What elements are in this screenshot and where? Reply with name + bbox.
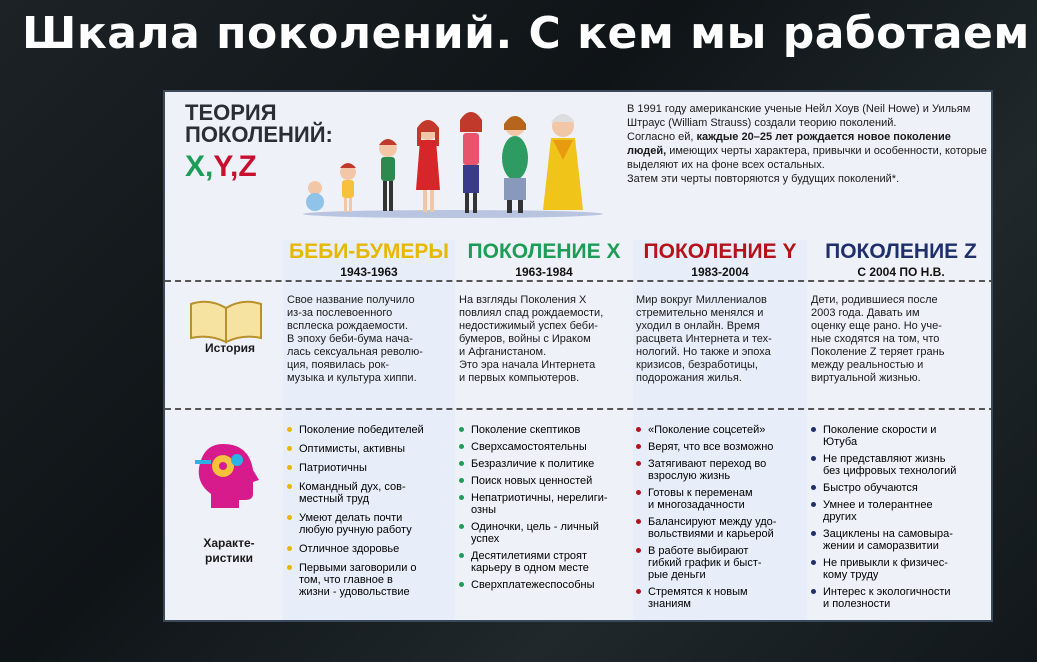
trait-text: Командный дух, сов- (299, 481, 406, 493)
history-line: и Афганистаном. (459, 346, 547, 358)
trait-text: Оптимисты, активны (299, 443, 406, 455)
history-line: уходил в онлайн. Время (636, 320, 760, 332)
history-line: стремительно менялся и (636, 307, 764, 319)
bullet-dot-icon (636, 461, 641, 466)
bullet-dot-icon (636, 444, 641, 449)
trait-item (459, 475, 621, 487)
bullet-dot-icon (459, 427, 464, 432)
history-line: всплеска рождаемости. (287, 320, 408, 332)
bullet-dot-icon (636, 519, 641, 524)
bullet-dot-icon (811, 531, 816, 536)
history-x (459, 294, 603, 385)
trait-text: Зациклены на самовыра- (823, 528, 953, 540)
trait-text: Одиночки, цель - личный (471, 521, 599, 533)
history-line: кризисов, безработицы, (636, 359, 758, 371)
adult-figure (460, 112, 482, 213)
column-years-boomers: 1943-1963 (340, 265, 398, 279)
trait-item (811, 482, 973, 494)
trait-item (811, 528, 973, 552)
trait-text: Сверхсамостоятельны (471, 441, 587, 453)
trait-text: Сверхплатежеспособны (471, 579, 595, 591)
trait-text: Умеют делать почти (299, 512, 403, 524)
trait-text: кому труду (823, 569, 879, 581)
bullet-dot-icon (287, 446, 292, 451)
trait-text: рые деньги (648, 569, 706, 581)
bullet-dot-icon (459, 478, 464, 483)
intro-text (627, 102, 987, 186)
trait-item (636, 458, 798, 482)
bullet-dot-icon (811, 456, 816, 461)
col-head-boomers (283, 240, 455, 279)
column-title-z: ПОКОЛЕНИЕ Z (825, 240, 977, 263)
column-title-x: ПОКОЛЕНИЕ X (467, 240, 621, 263)
intro-p3: Затем эти черты повторяются у будущих поколений*. (627, 173, 900, 185)
trait-text: Не привыкли к физичес- (823, 557, 948, 569)
trait-text: и полезности (823, 598, 891, 610)
history-line: ция, появилась рок- (287, 359, 390, 371)
intro-p2 (627, 130, 987, 172)
trait-text: Верят, что все возможно (648, 441, 774, 453)
history-line: из-за послевоенного (287, 307, 393, 319)
trait-text: других (823, 511, 857, 523)
y-letter: Y, (213, 150, 239, 183)
trait-item (811, 586, 973, 610)
trait-text: жизни - удовольствие (299, 586, 410, 598)
bullet-dot-icon (811, 485, 816, 490)
bullet-dot-icon (287, 484, 292, 489)
column-years-x: 1963-1984 (515, 265, 573, 279)
intro-p2-end: имеющих черты характера, привычки и особенности, которые выделяют их на фоне всех остальных. (627, 145, 987, 171)
trait-text: взрослую жизнь (648, 470, 731, 482)
trait-item (459, 441, 621, 453)
trait-item (636, 545, 798, 581)
trait-item (287, 543, 449, 555)
col-head-z (807, 240, 993, 279)
trait-text: и многозадачности (648, 499, 745, 511)
bullet-dot-icon (636, 490, 641, 495)
bullet-dot-icon (459, 495, 464, 500)
middle-aged-figure (502, 116, 528, 213)
trait-text: без цифровых технологий (823, 465, 957, 477)
trait-item (459, 492, 621, 516)
trait-text: жении и саморазвитии (823, 540, 939, 552)
bullet-dot-icon (287, 427, 292, 432)
bullet-dot-icon (287, 515, 292, 520)
history-line: В эпоху беби-бума нача- (287, 333, 413, 345)
history-line: Это эра начала Интернета (459, 359, 596, 371)
trait-text: Балансируют между удо- (648, 516, 777, 528)
trait-text: карьеру в одном месте (471, 562, 589, 574)
bullet-dot-icon (287, 546, 292, 551)
history-line: лась сексуальная револю- (287, 346, 423, 358)
trait-text: В работе выбирают (648, 545, 749, 557)
infographic-card (163, 90, 993, 622)
trait-text: Поколение скорости и (823, 424, 937, 436)
trait-item (459, 550, 621, 574)
trait-text: успех (471, 533, 500, 545)
history-line: оценку еще рано. Но уче- (811, 320, 942, 332)
bullet-dot-icon (811, 502, 816, 507)
trait-item (636, 586, 798, 610)
bullet-dot-icon (811, 560, 816, 565)
history-line: нологий. Но также и эпоха (636, 346, 771, 358)
column-title-y: ПОКОЛЕНИЕ Y (643, 240, 797, 263)
trait-text: вольствиями и карьерой (648, 528, 774, 540)
generations-illustration (293, 100, 603, 218)
trait-text: Десятилетиями строят (471, 550, 588, 562)
trait-text: Затягивают переход во (648, 458, 767, 470)
trait-text: Стремятся к новым (648, 586, 748, 598)
history-line: ные сходятся на том, что (811, 333, 940, 345)
trait-item (287, 462, 449, 474)
trait-text: Первыми заговорили о (299, 562, 417, 574)
bullet-dot-icon (287, 465, 292, 470)
trait-item (459, 579, 621, 591)
column-years-z: С 2004 ПО Н.В. (857, 265, 945, 279)
trait-text: Быстро обучаются (823, 482, 918, 494)
history-line: На взгляды Поколения X (459, 294, 587, 306)
history-line: подорожания жилья. (636, 372, 742, 384)
bullet-dot-icon (636, 427, 641, 432)
trait-item (811, 499, 973, 523)
theory-line1: ТЕОРИЯ (185, 100, 277, 125)
bullet-dot-icon (811, 589, 816, 594)
divider-top (165, 280, 993, 282)
teen-figure (416, 120, 440, 212)
bullet-dot-icon (636, 548, 641, 553)
history-line: между реальностью и (811, 359, 924, 371)
trait-item (287, 481, 449, 505)
bullet-dot-icon (459, 444, 464, 449)
bullet-dot-icon (459, 524, 464, 529)
row-label-history: История (204, 341, 256, 355)
history-line: и первых компьютеров. (459, 372, 580, 384)
xyz-label (185, 150, 257, 184)
trait-text: Поколение победителей (299, 424, 424, 436)
trait-item (459, 424, 621, 436)
trait-text: том, что главное в (299, 574, 393, 586)
head-gears-icon (193, 440, 263, 510)
trait-item (459, 521, 621, 545)
history-z (811, 294, 944, 385)
history-line: Мир вокруг Миллениалов (636, 294, 767, 306)
bullet-dot-icon (287, 565, 292, 570)
history-line: повлиял спад рождаемости, (459, 307, 604, 319)
history-line: Дети, родившиеся после (811, 294, 938, 306)
column-title-boomers: БЕБИ-БУМЕРЫ (289, 240, 449, 263)
trait-text: местный труд (299, 493, 369, 505)
baby-figure (306, 181, 324, 211)
trait-item (459, 458, 621, 470)
trait-text: гибкий график и быст- (648, 557, 762, 569)
trait-item (287, 512, 449, 536)
elderly-figure (543, 114, 583, 210)
column-years-y: 1983-2004 (691, 265, 749, 279)
trait-text: Безразличие к политике (471, 458, 595, 470)
trait-item (287, 562, 449, 598)
history-line: Поколение Z теряет грань (811, 346, 945, 358)
z-letter: Z (238, 150, 257, 183)
trait-text: Непатриотичны, нерелиги- (471, 492, 608, 504)
trait-text: Готовы к переменам (648, 487, 753, 499)
trait-item (811, 453, 973, 477)
row-label-traits-line2: ристики (204, 551, 254, 565)
trait-text: знаниям (648, 598, 691, 610)
trait-text: Патриотичны (299, 462, 367, 474)
trait-item (811, 424, 973, 448)
toddler-figure (340, 163, 356, 212)
trait-text: любую ручную работу (299, 524, 412, 536)
trait-text: Поколение скептиков (471, 424, 581, 436)
trait-text: Поиск новых ценностей (471, 475, 593, 487)
row-label-traits (193, 536, 265, 566)
bullet-dot-icon (459, 582, 464, 587)
bullet-dot-icon (636, 589, 641, 594)
trait-item (636, 516, 798, 540)
trait-text: озны (471, 504, 497, 516)
trait-text: Умнее и толерантнее (823, 499, 933, 511)
history-line: бумеров, войны с Ираком (459, 333, 591, 345)
trait-item (287, 424, 449, 436)
trait-text: Ютуба (823, 436, 858, 448)
row-label-traits-line1: Характе- (203, 536, 255, 550)
x-letter: X, (185, 150, 214, 183)
divider-middle (165, 408, 993, 410)
col-head-y (633, 240, 807, 279)
trait-item (636, 424, 798, 436)
trait-text: Не представляют жизнь (823, 453, 946, 465)
history-boomers (287, 294, 423, 385)
history-y (636, 294, 772, 385)
trait-item (636, 441, 798, 453)
trait-item (636, 487, 798, 511)
history-line: недостижимый успех беби- (459, 320, 598, 332)
bullet-dot-icon (811, 427, 816, 432)
trait-item (811, 557, 973, 581)
trait-item (287, 443, 449, 455)
intro-p2-start: Согласно ей, (627, 131, 697, 143)
bullet-dot-icon (459, 553, 464, 558)
history-line: расцвета Интернета и тех- (636, 333, 772, 345)
slide-title: Шкала поколений. С кем мы работаем (22, 8, 1030, 59)
trait-text: Отличное здоровье (299, 543, 400, 555)
history-line: Свое название получило (287, 294, 415, 306)
intro-p2-bold: каждые 20–25 лет рождается новое поколение людей, (627, 131, 951, 157)
book-icon (187, 298, 265, 344)
intro-p1: В 1991 году американские ученые Нейл Хоув (Neil Howe) и Уильям Штраус (William Strauss) создали теорию поколений. (627, 103, 971, 129)
history-line: виртуальной жизнью. (811, 372, 921, 384)
col-head-x (455, 240, 633, 279)
bullet-dot-icon (459, 461, 464, 466)
child-figure (379, 139, 397, 211)
history-line: 2003 года. Давать им (811, 307, 920, 319)
trait-text: Интерес к экологичности (823, 586, 951, 598)
trait-text: «Поколение соцсетей» (648, 424, 766, 436)
history-line: музыка и культура хиппи. (287, 372, 417, 384)
theory-line2: ПОКОЛЕНИЙ: (185, 122, 333, 147)
